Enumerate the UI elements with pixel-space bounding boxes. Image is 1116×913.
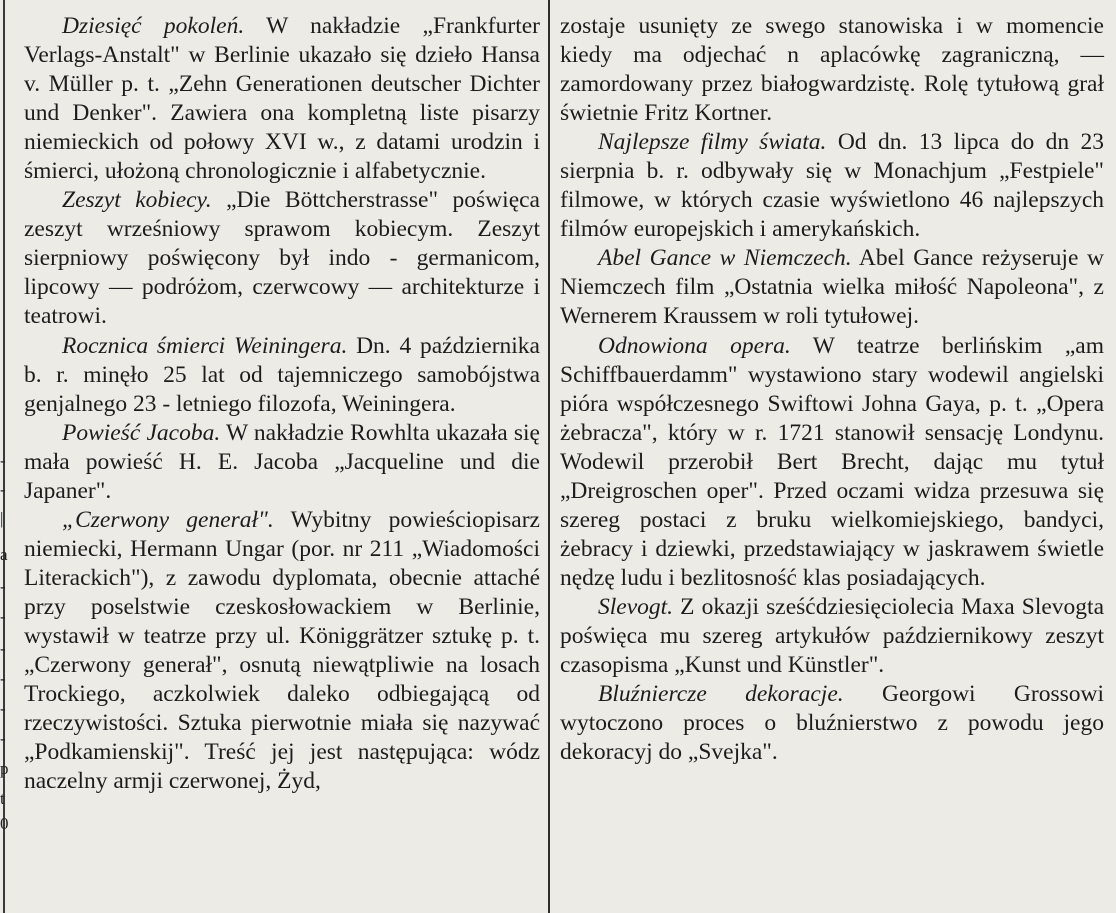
item-text: Georgowi Grossowi wytoczono proces o bluźnierstwo z powodu jego dekoracyj do „Svejka". — [560, 681, 1105, 766]
news-item — [560, 593, 1104, 680]
edge-mark: - — [0, 699, 6, 718]
left-column — [24, 12, 540, 796]
item-heading: Rocznica śmierci Weiningera. — [62, 332, 348, 359]
edge-mark: - — [0, 729, 6, 748]
news-item-continuation — [560, 12, 1104, 128]
item-text: Od dn. 13 lipca do dn 23 sierpnia b. r. odbywały się w Monachjum „Festpiele" filmowe, w których czasie wyświetlono 46 najlepszych filmów europejskich i amerykańskich. — [560, 129, 1105, 243]
item-text: Abel Gance reżyseruje w Niemczech film „Ostatnia wielka miłość Napoleona", z Wernerem Kraussem w roli tytułowej. — [560, 245, 1104, 330]
edge-mark: - — [0, 669, 6, 688]
item-heading: Dziesięć pokoleń. — [62, 13, 245, 39]
news-item — [24, 506, 540, 796]
item-text: W nakładzie „Frankfurter Verlags-Anstalt" w Berlinie ukazało się dzieło Hansa v. Müller p. t. „Zehn Generationen deutscher Dichter und Denker". Zawiera ona kompletną liste pisarzy niemieckich od połowy XVI w., z datami urodzin i śmierci, ułożoną chronologicznie i alfabetycznie. — [24, 13, 540, 185]
edge-mark: 0 — [0, 814, 9, 833]
item-heading: Abel Gance w Niemczech. — [598, 245, 852, 272]
edge-mark: - — [0, 639, 6, 658]
edge-mark: | — [0, 509, 4, 528]
item-text: W nakładzie Rowhlta ukazała się mała powieść H. E. Jacoba „Jacqueline und die Japaner". — [24, 419, 540, 504]
item-text: zostaje usunięty ze swego stanowiska i w momencie kiedy ma odjechać n aplacówkę zagraniczną, — zamordowany przez białogwardzistę. Rolę tytułową grał świetnie Fritz Kortner. — [560, 13, 1104, 127]
news-item — [560, 244, 1104, 331]
item-heading: Bluźniercze dekoracje. — [598, 681, 844, 708]
item-heading: Slevogt. — [598, 593, 674, 620]
item-heading: Powieść Jacoba. — [62, 419, 221, 446]
item-text: W teatrze berlińskim „am Schiffbauerdamm" wystawiono stary wodewil angielski pióra współczesnego Swiftowi Johna Gaya, p. t. „Opera żebracza", który w r. 1721 stanowił sensację Londynu. Wodewil przerobił Bert Brecht, dając mu tytuł „Dreigroschen oper". Przed oczami widza przesuwa się szereg postaci z bruku wielkomiejskiego, bandyci, żebracy i dziewki, przedstawiający w jaskrawem świetle nędzę ludu i bezlitosność klas posiadających. — [560, 332, 1104, 591]
news-item — [560, 128, 1104, 244]
item-text: Z okazji sześćdziesięciolecia Maxa Slevogta poświęca mu szereg artykułów październikowy zeszyt czasopisma „Kunst und Künstler". — [560, 593, 1104, 679]
news-item — [24, 186, 540, 331]
item-heading: „Czerwony generał". — [62, 506, 274, 533]
news-item — [24, 419, 540, 506]
column-rule — [548, 0, 550, 913]
item-heading: Najlepsze filmy świata. — [598, 129, 827, 156]
edge-mark: - — [0, 577, 6, 596]
edge-mark: a — [0, 545, 8, 564]
item-heading: Odnowiona opera. — [598, 332, 791, 359]
edge-mark: - — [0, 451, 6, 470]
news-item — [560, 332, 1104, 593]
edge-mark: - — [0, 480, 6, 499]
right-column — [560, 12, 1104, 767]
edge-mark: - — [0, 607, 6, 626]
edge-mark: p — [0, 759, 9, 778]
news-item — [24, 332, 540, 419]
item-text: „Die Böttcherstrasse" poświęca zeszyt wrześniowy sprawom kobiecym. Zeszyt sierpniowy poświęcony był indo - germanicom, lipcowy — podróżom, czerwcowy — architekturze i teatrowi. — [24, 187, 540, 330]
item-text: Wybitny powieściopisarz niemiecki, Hermann Ungar (por. nr 211 „Wiadomości Literackich"), z zawodu dyplomata, obecnie attaché przy poselstwie czeskosłowackiem w Berlinie, wystawił w teatrze przy ul. Königgrätzer sztukę p. t. „Czerwony generał", osnutą niewątpliwie na losach Trockiego, aczkolwiek daleko odbiegającą od rzeczywistości. Sztuka pierwotnie miała się nazywać „Podkamienskij". Treść jej jest następująca: wódz naczelny armji czerwonej, Żyd, — [24, 506, 540, 795]
news-item — [560, 680, 1104, 767]
item-heading: Zeszyt kobiecy. — [62, 187, 212, 214]
item-text: Dn. 4 października b. r. minęło 25 lat od tajemniczego samobójstwa genjalnego 23 - letniego filozofa, Weiningera. — [24, 332, 540, 417]
edge-mark: t — [0, 789, 5, 808]
news-item — [24, 12, 540, 186]
